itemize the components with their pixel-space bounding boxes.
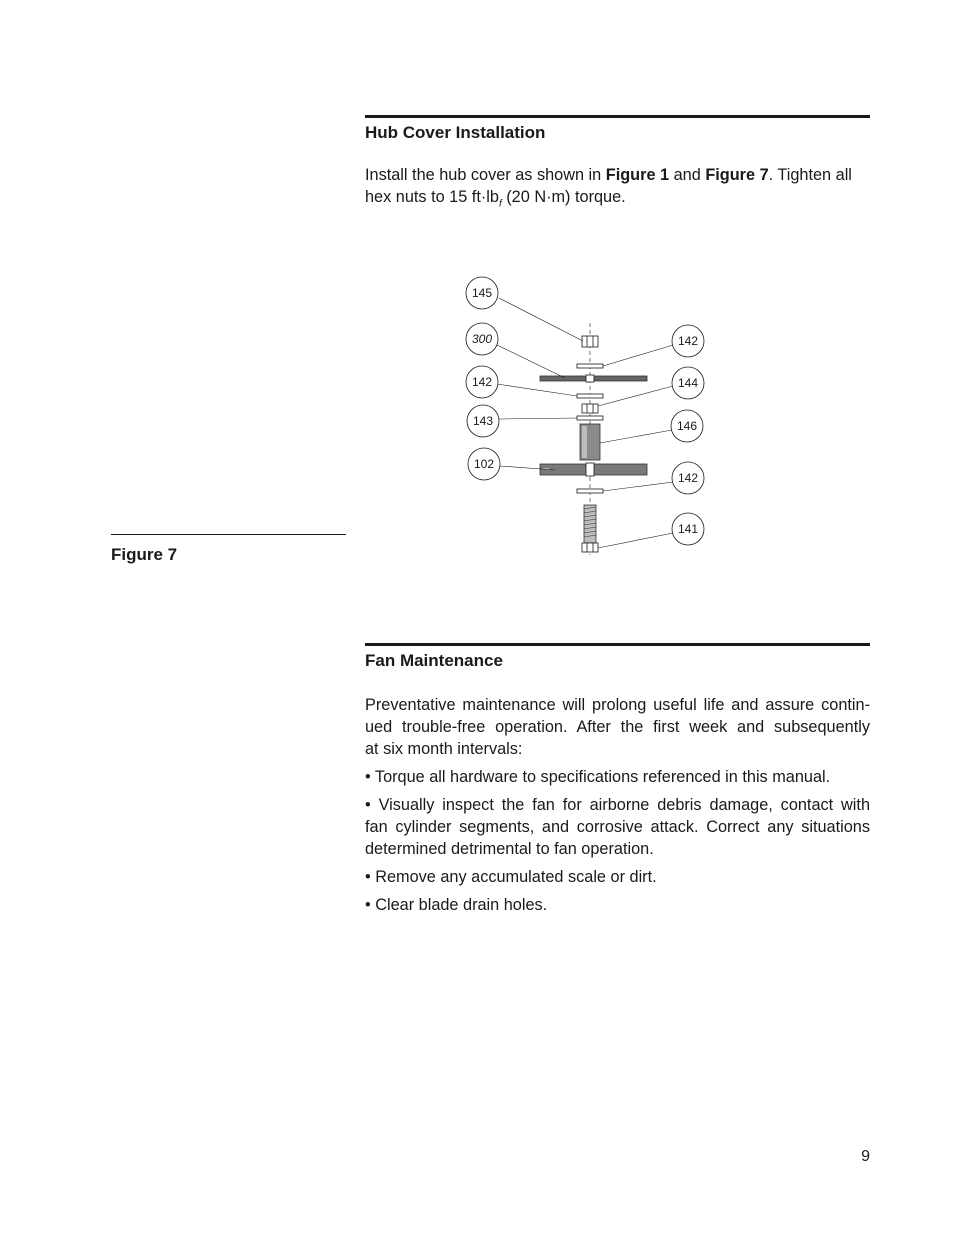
figure-7-reference: Figure 7 <box>705 166 769 184</box>
intro-line: at six month intervals: <box>365 740 523 758</box>
figure-1-reference: Figure 1 <box>605 166 670 184</box>
callout-142-bottom: 142 <box>677 471 699 485</box>
callout-102: 102 <box>473 457 495 471</box>
callout-300: 300 <box>471 332 493 346</box>
washer-bottom <box>577 489 603 493</box>
bullet-drain-holes: • Clear blade drain holes. <box>365 896 548 914</box>
fan-maintenance-intro <box>365 694 870 760</box>
intro-line: ued trouble-free operation. After the first week and subsequently <box>365 718 870 736</box>
figure-label: Figure 7 <box>111 545 178 564</box>
hub-cover-text-3: . Tighten all <box>768 166 852 184</box>
hub-cover-text-5: (20 N·m) torque. <box>501 188 626 206</box>
bullet-line: determined detrimental to fan operation. <box>365 840 654 858</box>
hub-cover-text-2: and <box>669 166 706 184</box>
intro-line: Preventative maintenance will prolong useful life and assure contin- <box>365 696 870 714</box>
bullet-line: fan cylinder segments, and corrosive attack. Correct any situations <box>365 818 870 836</box>
hub-cover-text-1: Install the hub cover as shown in <box>365 166 606 184</box>
force-subscript: f <box>498 198 502 210</box>
callout-145: 145 <box>471 286 493 300</box>
callout-146: 146 <box>676 419 698 433</box>
section-title-hub-cover: Hub Cover Installation <box>365 123 546 142</box>
section-title-fan-maintenance: Fan Maintenance <box>365 651 503 670</box>
bolt-head <box>582 543 598 552</box>
callout-142-upper: 142 <box>471 375 493 389</box>
hub-assembly-diagram <box>455 265 715 560</box>
figure-rule <box>111 534 346 535</box>
bullet-line: • Visually inspect the fan for airborne debris damage, contact with <box>365 796 870 814</box>
washer-top <box>577 364 603 368</box>
callout-144: 144 <box>677 376 699 390</box>
section-rule-fan-maintenance <box>365 643 870 646</box>
hub-cover-paragraph <box>365 164 870 215</box>
bullet-torque: • Torque all hardware to specifications referenced in this manual. <box>365 768 831 786</box>
hub-cover-text-4: hex nuts to 15 ft·lb <box>365 188 499 206</box>
callout-141: 141 <box>677 522 699 536</box>
bullet-inspect <box>365 794 870 860</box>
washer-lower <box>577 416 603 420</box>
callout-143: 143 <box>472 414 494 428</box>
bullet-scale: • Remove any accumulated scale or dirt. <box>365 868 657 886</box>
callout-142-top: 142 <box>677 334 699 348</box>
hex-nut-top <box>582 336 598 347</box>
page-number: 9 <box>861 1148 870 1165</box>
section-rule-hub-cover <box>365 115 870 118</box>
washer-middle <box>577 394 603 398</box>
hex-nut-middle <box>582 404 598 413</box>
